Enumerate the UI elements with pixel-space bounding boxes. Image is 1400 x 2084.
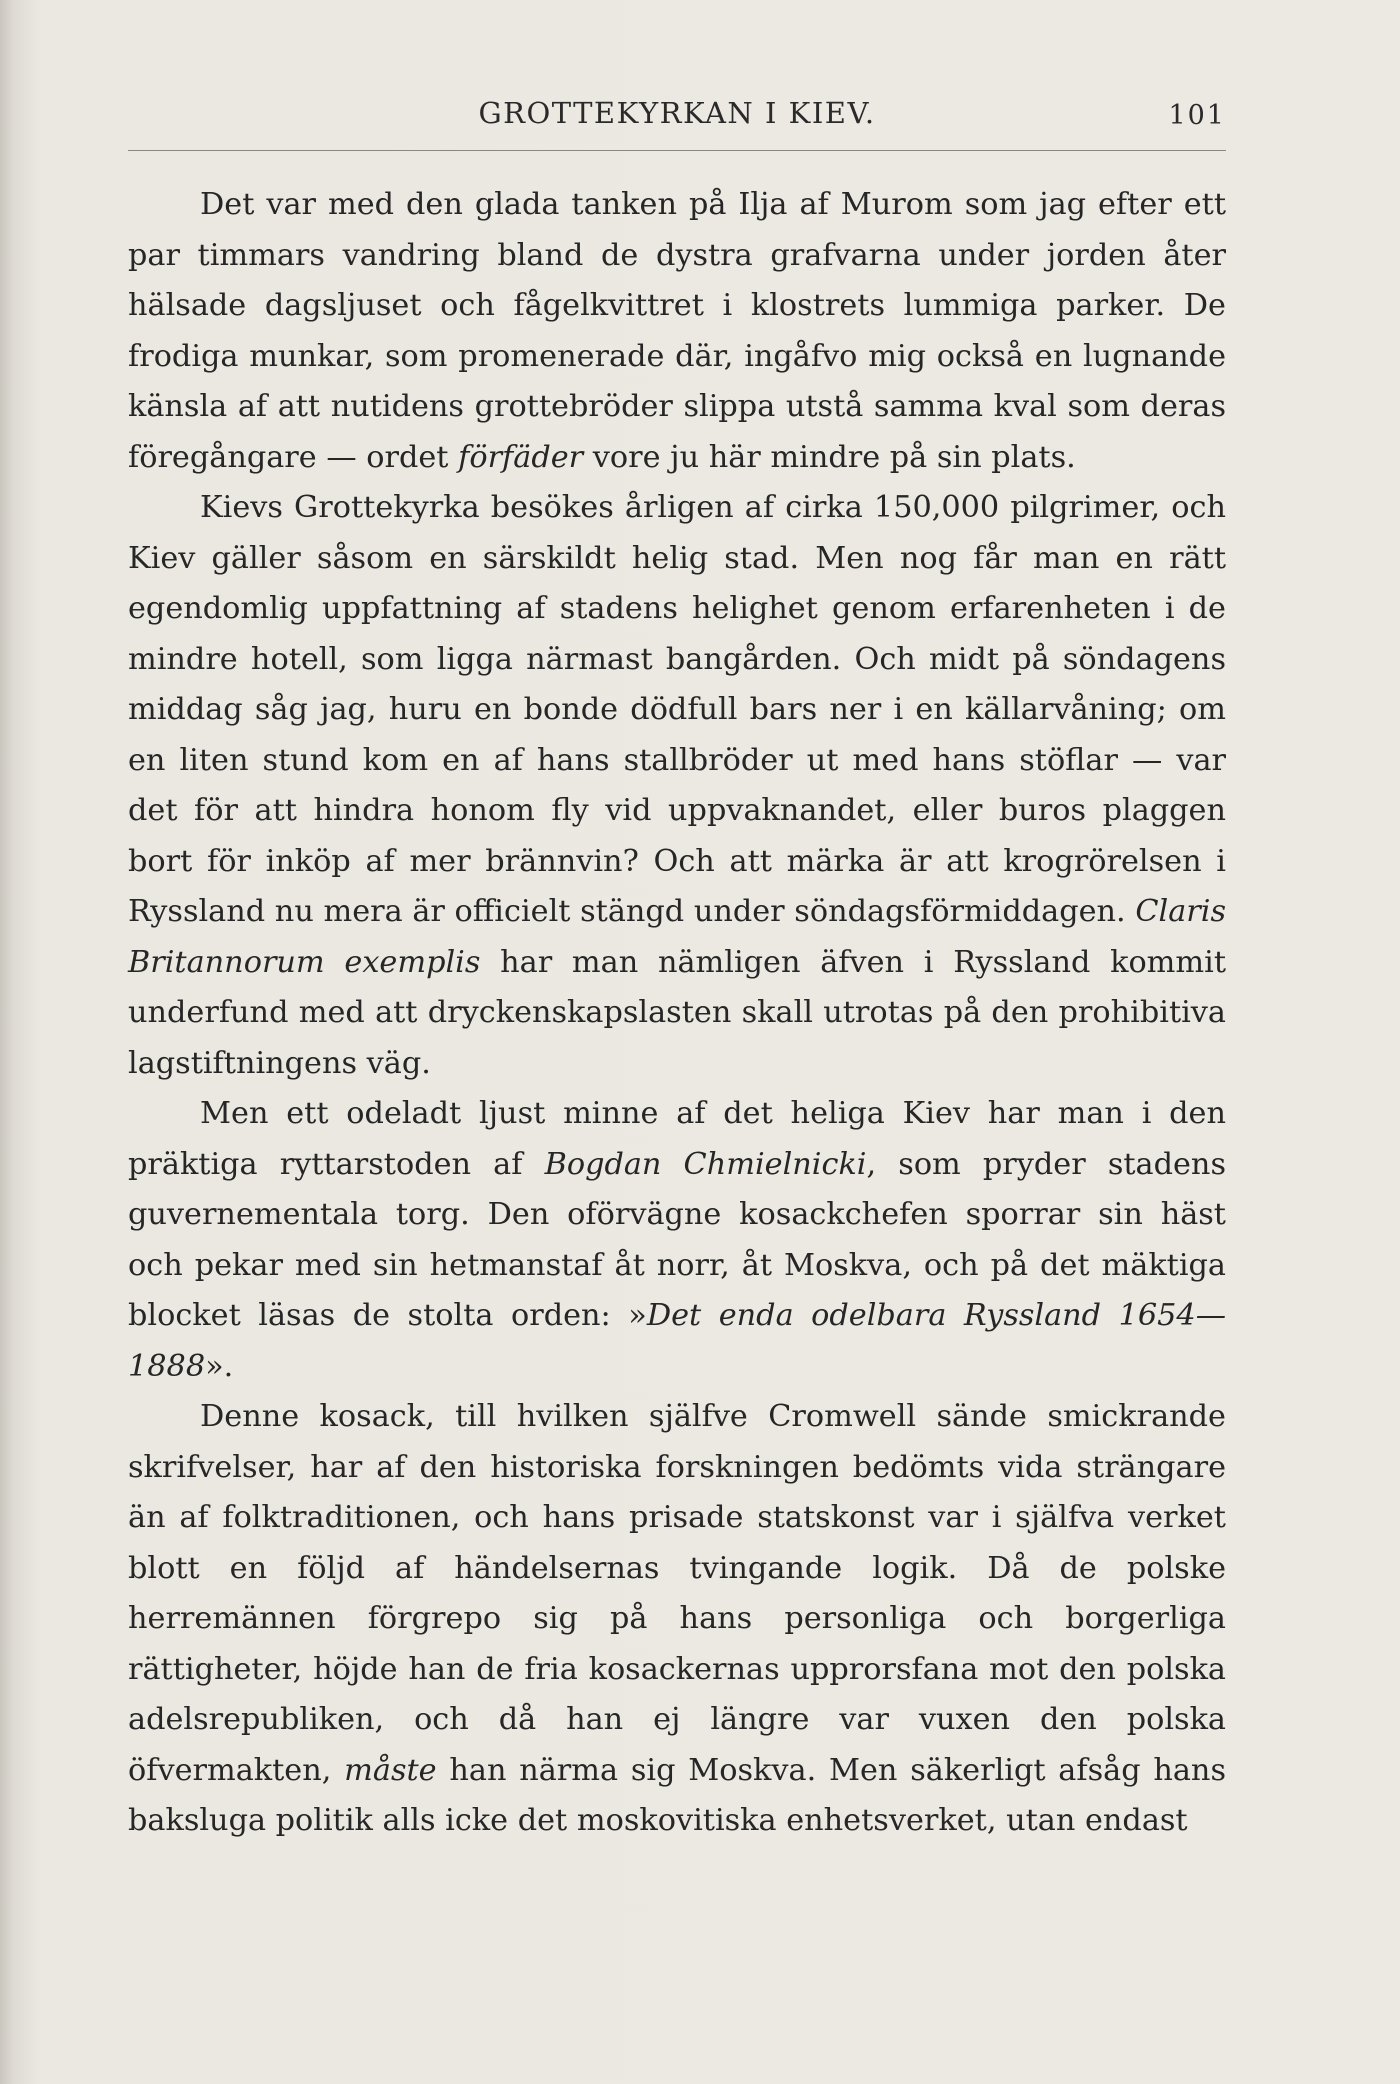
text-segment: ».	[205, 1348, 234, 1384]
text-segment: har man nämligen äfven i Ryssland kommit underfund med att dryckenskapslasten skall utrotas på den prohibitiva lagstiftningens väg.	[128, 944, 1227, 1081]
page-number: 101	[1168, 100, 1226, 131]
paragraph-4	[128, 1392, 1226, 1847]
paragraph-1	[128, 180, 1226, 483]
body-text	[128, 180, 1226, 1847]
page-header	[128, 96, 1226, 144]
italic-segment: Det enda odelbara Ryssland 1654—1888	[128, 1298, 1227, 1384]
text-segment: vore ju här mindre på sin plats.	[583, 439, 1076, 475]
italic-segment: Claris Britannorum exemplis	[128, 894, 1226, 980]
text-segment: Men ett odeladt ljust minne af det heliga Kiev har man i den präktiga ryttarstoden af	[128, 1096, 1226, 1182]
text-segment: han närma sig Moskva. Men säkerligt afsåg hans baksluga politik alls icke det moskovitiska enhetsverket, utan endast	[128, 1752, 1226, 1838]
italic-segment: förfäder	[458, 439, 584, 475]
text-segment: Denne kosack, till hvilken själfve Cromwell sände smickrande skrifvelser, har af den historiska forskningen bedömts vida strängare än af folktraditionen, och hans prisade statskonst var i själfva verket blott en följd af händelsernas tvingande logik. Då de polske herremännen förgrepo sig på hans personliga och borgerliga rättigheter, höjde han de fria kosackernas upprorsfana mot den polska adelsrepubliken, och då han ej längre var vuxen den polska öfvermakten,	[128, 1399, 1226, 1788]
header-rule	[128, 150, 1226, 151]
italic-segment: måste	[344, 1752, 437, 1788]
paragraph-3	[128, 1089, 1226, 1392]
text-segment: Kievs Grottekyrka besökes årligen af cirka 150,000 pilgrimer, och Kiev gäller såsom en särskildt helig stad. Men nog får man en rätt egendomlig uppfattning af stadens helighet genom erfarenheten i de mindre hotell, som ligga närmast bangården. Och midt på söndagens middag såg jag, huru en bonde dödfull bars ner i en källarvåning; om en liten stund kom en af hans stallbröder ut med hans stöflar — var det för att hindra honom fly vid uppvaknandet, eller buros plaggen bort för inköp af mer brännvin? Och att märka är att krogrörelsen i Ryssland nu mera är officielt stängd under söndagsförmiddagen.	[128, 490, 1226, 929]
text-segment: Det var med den glada tanken på Ilja af Murom som jag efter ett par timmars vandring bland de dystra grafvarna under jorden åter hälsade dagsljuset och fågelkvittret i klostrets lummiga parker. De frodiga munkar, som promenerade där, ingåfvo mig också en lugnande känsla af att nutidens grottebröder slippa utstå samma kval som deras föregångare — ordet	[128, 187, 1226, 475]
running-title: GROTTEKYRKAN I KIEV.	[478, 96, 876, 130]
italic-segment: Bogdan Chmielnicki	[544, 1146, 867, 1182]
text-segment: , som pryder stadens guvernementala torg. Den oförvägne kosackchefen sporrar sin häst och pekar med sin hetmanstaf åt norr, åt Moskva, och på det mäktiga blocket läsas de stolta orden: »	[128, 1146, 1226, 1333]
paragraph-2	[128, 483, 1226, 1089]
